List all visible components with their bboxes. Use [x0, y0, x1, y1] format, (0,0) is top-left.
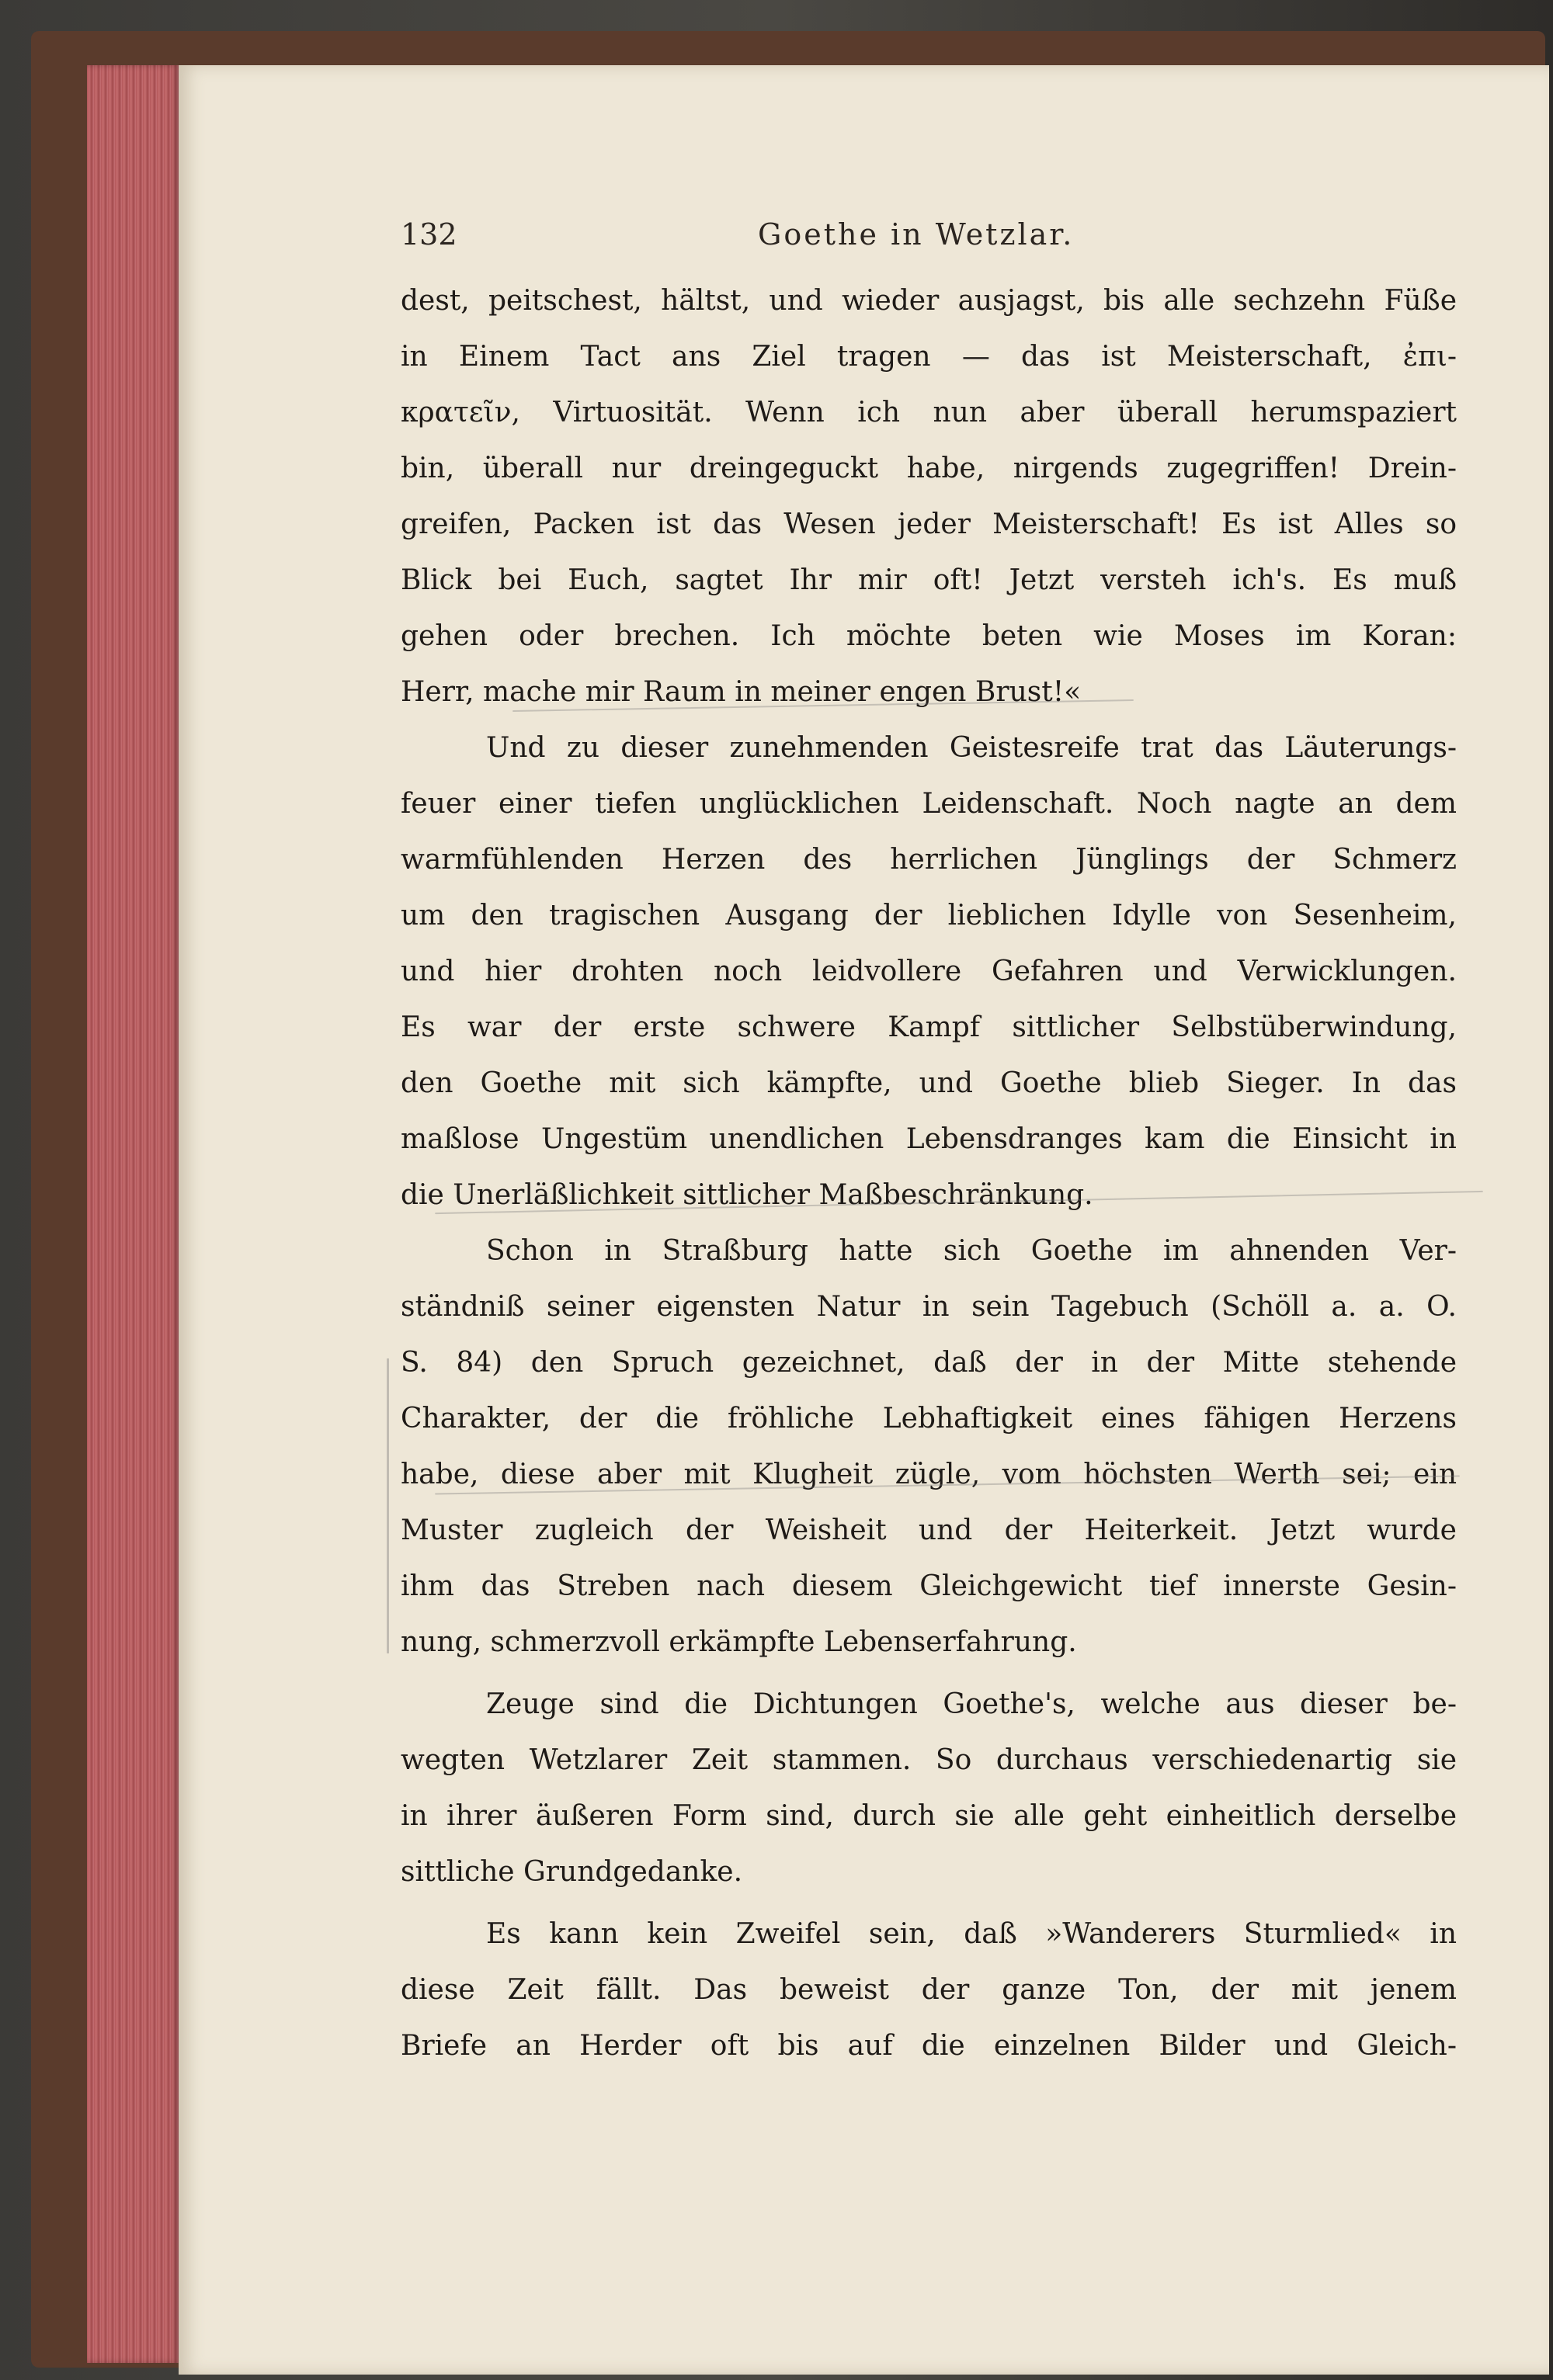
text-line: in Einem Tact ans Ziel tragen — das ist Meisterschaft, ἐπι- — [401, 341, 1457, 373]
body-text — [401, 273, 1457, 2074]
paragraph-start-line: Es kann kein Zweifel sein, daß »Wanderers Sturmlied« in — [486, 1918, 1457, 1950]
paragraph-gap — [401, 1671, 1457, 1677]
text-line: in ihrer äußeren Form sind, durch sie alle geht einheitlich derselbe — [401, 1800, 1457, 1832]
text-line: habe, diese aber mit Klugheit zügle, vom höchsten Werth sei; ein — [401, 1459, 1457, 1490]
text-line: κρατεῖν, Virtuosität. Wenn ich nun aber überall herumspaziert — [401, 397, 1457, 428]
text-line: S. 84) den Spruch gezeichnet, daß der in der Mitte stehende — [401, 1347, 1457, 1379]
text-line: und hier drohten noch leidvollere Gefahren und Verwicklungen. — [401, 956, 1457, 987]
text-line: die Unerläßlichkeit sittlicher Maßbeschränkung. — [401, 1179, 1093, 1211]
text-line: gehen oder brechen. Ich möchte beten wie Moses im Koran: — [401, 620, 1457, 652]
text-line: ständniß seiner eigensten Natur in sein Tagebuch (Schöll a. a. O. — [401, 1291, 1457, 1323]
page-edges — [87, 65, 180, 2363]
text-line: maßlose Ungestüm unendlichen Lebensdranges kam die Einsicht in — [401, 1123, 1457, 1155]
pencil-margin-mark — [387, 1358, 389, 1653]
paragraph-start-line: Und zu dieser zunehmenden Geistesreife trat das Läuterungs- — [486, 732, 1457, 764]
text-line: Briefe an Herder oft bis auf die einzelnen Bilder und Gleich- — [401, 2030, 1457, 2062]
paragraph-start-line: Zeuge sind die Dichtungen Goethe's, welche aus dieser be- — [486, 1688, 1457, 1720]
text-line: nung, schmerzvoll erkämpfte Lebenserfahrung. — [401, 1626, 1077, 1658]
text-line: ihm das Streben nach diesem Gleichgewicht tief innerste Gesin- — [401, 1570, 1457, 1602]
text-line: warmfühlenden Herzen des herrlichen Jünglings der Schmerz — [401, 844, 1457, 876]
text-line: Herr, mache mir Raum in meiner engen Brust!« — [401, 676, 1082, 708]
page-number: 132 — [401, 217, 457, 252]
text-line: Muster zugleich der Weisheit und der Heiterkeit. Jetzt wurde — [401, 1514, 1457, 1546]
text-line: feuer einer tiefen unglücklichen Leidenschaft. Noch nagte an dem — [401, 788, 1457, 820]
paragraph-gap — [401, 1900, 1457, 1906]
text-line: sittliche Grundgedanke. — [401, 1856, 743, 1888]
text-line: dest, peitschest, hältst, und wieder ausjagst, bis alle sechzehn Füße — [401, 285, 1457, 317]
text-line: Charakter, der die fröhliche Lebhaftigkeit eines fähigen Herzens — [401, 1403, 1457, 1435]
text-line: um den tragischen Ausgang der lieblichen Idylle von Sesenheim, — [401, 900, 1457, 932]
text-line: diese Zeit fällt. Das beweist der ganze Ton, der mit jenem — [401, 1974, 1457, 2006]
text-line: Es war der erste schwere Kampf sittlicher Selbstüberwindung, — [401, 1011, 1457, 1043]
text-line: bin, überall nur dreingeguckt habe, nirgends zugegriffen! Drein- — [401, 453, 1457, 484]
running-title: Goethe in Wetzlar. — [758, 217, 1075, 252]
page-header — [401, 217, 1426, 264]
text-line: Blick bei Euch, sagtet Ihr mir oft! Jetzt versteh ich's. Es muß — [401, 564, 1457, 596]
text-line: wegten Wetzlarer Zeit stammen. So durchaus verschiedenartig sie — [401, 1744, 1457, 1776]
text-line: den Goethe mit sich kämpfte, und Goethe blieb Sieger. In das — [401, 1067, 1457, 1099]
paragraph-start-line: Schon in Straßburg hatte sich Goethe im ahnenden Ver- — [486, 1235, 1457, 1267]
text-line: greifen, Packen ist das Wesen jeder Meisterschaft! Es ist Alles so — [401, 508, 1457, 540]
